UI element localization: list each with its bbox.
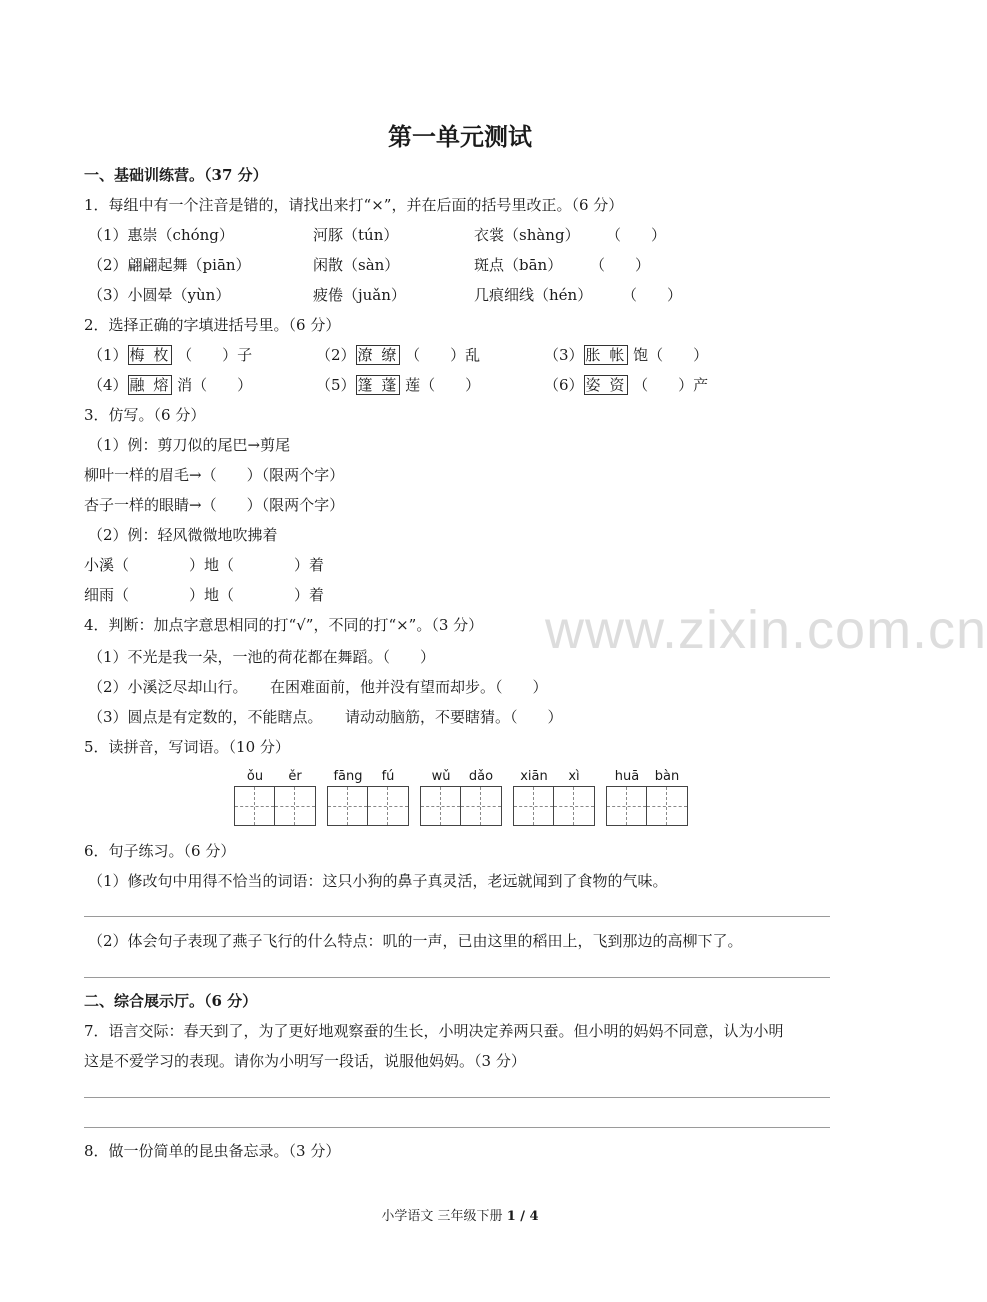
q2-prompt: 2．选择正确的字填进括号里。（6 分） [84, 316, 341, 334]
q2-item6-rest[interactable]: （ ）产 [633, 376, 709, 394]
q2-item3 [544, 345, 708, 365]
q6-line: （2）体会句子表现了燕子飞行的什么特点：叽的一声，已由这里的稻田上，飞到那边的高柳下了。 [88, 932, 743, 950]
q3-line[interactable]: 细雨（ ）地（ ）着 [84, 586, 325, 604]
q1-row3-c2: 疲倦（juǎn） [313, 286, 406, 304]
footer-text: 小学语文 三年级下册 [381, 1209, 503, 1224]
pinyin: fāng [333, 769, 363, 784]
q2-item1-choice: 梅 枚 [129, 346, 171, 364]
answer-line[interactable] [84, 916, 830, 917]
q2-item5-rest[interactable]: 莲（ ） [405, 376, 481, 394]
q1-row2-c3: 斑点（bān） [474, 256, 563, 274]
q2-item1 [88, 345, 252, 365]
q2-item5 [316, 375, 480, 395]
q3-line: （1）例：剪刀似的尾巴→剪尾 [88, 436, 291, 454]
writing-cell[interactable] [647, 787, 687, 825]
q2-item5-choice: 篷 蓬 [357, 376, 399, 394]
page-footer [0, 1207, 920, 1227]
pinyin: fú [381, 769, 395, 784]
q1-row1-answer[interactable]: （ ） [606, 226, 667, 244]
pinyin: xiān [520, 769, 548, 784]
q2-item6-num: （6） [544, 376, 584, 394]
q2-item4-choice: 融 熔 [129, 376, 171, 394]
writing-grid[interactable] [327, 786, 409, 826]
q2-item1-num: （1） [88, 346, 128, 364]
q1-row3-c3: 几痕细线（hén） [474, 286, 593, 304]
writing-cell[interactable] [421, 787, 461, 825]
q7-line2: 这是不爱学习的表现。请你为小明写一段话，说服他妈妈。（3 分） [84, 1052, 526, 1070]
q2-item6-choice: 姿 资 [585, 376, 627, 394]
pinyin: wǔ [431, 769, 451, 784]
writing-cell[interactable] [607, 787, 647, 825]
writing-cell[interactable] [235, 787, 275, 825]
q1-prompt: 1．每组中有一个注音是错的，请找出来打“×”，并在后面的括号里改正。（6 分） [84, 196, 624, 214]
q1-row2-c1: （2）翩翩起舞（piān） [88, 256, 251, 274]
q1-row2-c2: 闲散（sàn） [313, 256, 400, 274]
writing-cell[interactable] [554, 787, 594, 825]
pinyin: bàn [654, 769, 680, 784]
q2-item4-rest[interactable]: 消（ ） [177, 376, 253, 394]
pinyin: ěr [288, 769, 302, 784]
q2-item6 [544, 375, 708, 395]
pinyin: dǎo [468, 769, 494, 784]
writing-cell[interactable] [275, 787, 315, 825]
page-number: 1 / 4 [506, 1209, 539, 1224]
q1-row1-c1: （1）惠崇（chóng） [88, 226, 234, 244]
page-title: 第一单元测试 [388, 122, 532, 151]
watermark: www.zixin.com.cn [545, 600, 987, 660]
section1-heading: 一、基础训练营。（37 分） [84, 166, 268, 184]
q7-line1: 7．语言交际：春天到了，为了更好地观察蚕的生长，小明决定养两只蚕。但小明的妈妈不同意，认为小明 [84, 1022, 784, 1040]
writing-grid[interactable] [513, 786, 595, 826]
writing-cell[interactable] [461, 787, 501, 825]
q3-line: （2）例：轻风微微地吹拂着 [88, 526, 278, 544]
q2-item2-num: （2） [316, 346, 356, 364]
pinyin: huā [614, 769, 640, 784]
q2-item2-choice: 潦 缭 [357, 346, 399, 364]
writing-grid[interactable] [420, 786, 502, 826]
writing-grid[interactable] [606, 786, 688, 826]
section2-heading: 二、综合展示厅。（6 分） [84, 992, 258, 1010]
q2-item2 [316, 345, 480, 365]
q4-line[interactable]: （2）小溪泛尽却山行。 在困难面前，他并没有望而却步。（ ） [88, 678, 548, 696]
q2-item4 [88, 375, 252, 395]
q4-line[interactable]: （3）圆点是有定数的，不能瞎点。 请动动脑筋，不要瞎猜。（ ） [88, 708, 563, 726]
q3-line[interactable]: 杏子一样的眼睛→（ ）（限两个字） [84, 496, 345, 514]
q3-line[interactable]: 柳叶一样的眉毛→（ ）（限两个字） [84, 466, 345, 484]
q1-row3-answer[interactable]: （ ） [622, 286, 683, 304]
answer-line[interactable] [84, 1097, 830, 1098]
q4-line[interactable]: （1）不光是我一朵，一池的荷花都在舞蹈。（ ） [88, 648, 436, 666]
pinyin: ǒu [246, 769, 264, 784]
q6-line: （1）修改句中用得不恰当的词语：这只小狗的鼻子真灵活，老远就闻到了食物的气味。 [88, 872, 668, 890]
q1-row3-c1: （3）小圆晕（yùn） [88, 286, 231, 304]
q2-item3-rest[interactable]: 饱（ ） [633, 346, 709, 364]
q2-item3-choice: 胀 帐 [585, 346, 627, 364]
q3-prompt: 3．仿写。（6 分） [84, 406, 206, 424]
writing-cell[interactable] [328, 787, 368, 825]
q2-item2-rest[interactable]: （ ）乱 [405, 346, 481, 364]
q2-item1-rest[interactable]: （ ）子 [177, 346, 253, 364]
q6-prompt: 6．句子练习。（6 分） [84, 842, 236, 860]
q5-prompt: 5．读拼音，写词语。（10 分） [84, 738, 290, 756]
q1-row1-c3: 衣裳（shàng） [474, 226, 580, 244]
writing-cell[interactable] [514, 787, 554, 825]
answer-line[interactable] [84, 977, 830, 978]
q4-prompt: 4．判断：加点字意思相同的打“√”，不同的打“×”。（3 分） [84, 616, 484, 634]
writing-grid[interactable] [234, 786, 316, 826]
q3-line[interactable]: 小溪（ ）地（ ）着 [84, 556, 325, 574]
q2-item3-num: （3） [544, 346, 584, 364]
q8-prompt: 8．做一份简单的昆虫备忘录。（3 分） [84, 1142, 341, 1160]
q2-item4-num: （4） [88, 376, 128, 394]
answer-line[interactable] [84, 1127, 830, 1128]
writing-cell[interactable] [368, 787, 408, 825]
q1-row1-c2: 河豚（tún） [313, 226, 399, 244]
pinyin: xì [568, 769, 580, 784]
q2-item5-num: （5） [316, 376, 356, 394]
q1-row2-answer[interactable]: （ ） [590, 256, 651, 274]
